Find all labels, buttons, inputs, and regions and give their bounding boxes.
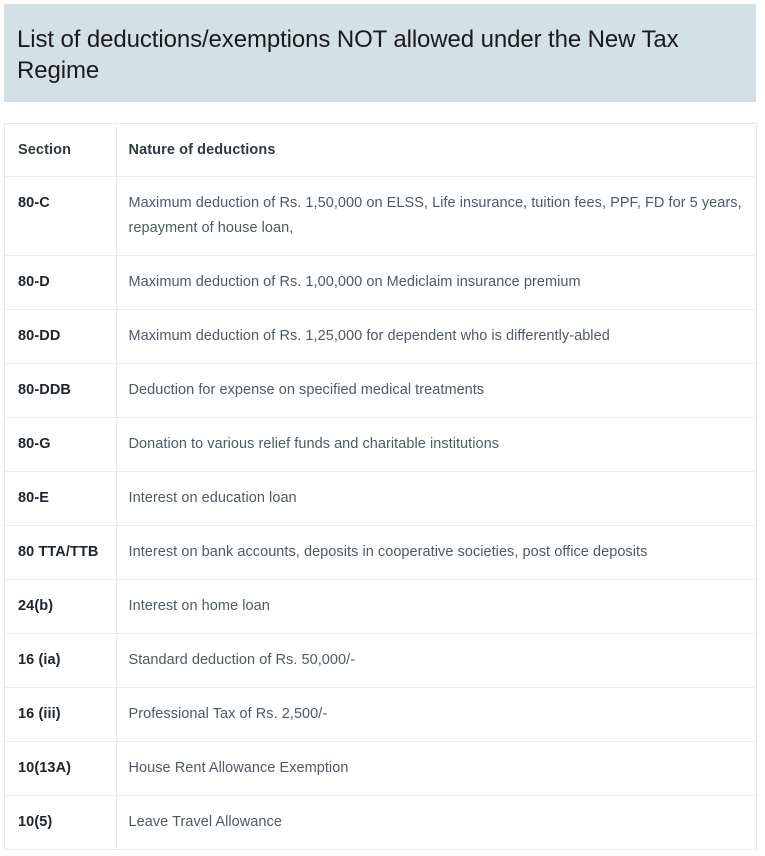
cell-nature: Standard deduction of Rs. 50,000/- bbox=[116, 634, 756, 688]
column-header-nature: Nature of deductions bbox=[116, 124, 756, 177]
table-row bbox=[5, 472, 756, 526]
cell-section: 16 (ia) bbox=[5, 634, 116, 688]
cell-section: 80-DDB bbox=[5, 364, 116, 418]
table-row bbox=[5, 688, 756, 742]
table-row bbox=[5, 742, 756, 796]
table-row bbox=[5, 364, 756, 418]
cell-nature: Interest on bank accounts, deposits in cooperative societies, post office deposits bbox=[116, 526, 756, 580]
cell-section: 16 (iii) bbox=[5, 688, 116, 742]
deductions-table-container bbox=[4, 123, 757, 850]
cell-nature: Interest on home loan bbox=[116, 580, 756, 634]
cell-nature: Maximum deduction of Rs. 1,25,000 for dependent who is differently-abled bbox=[116, 310, 756, 364]
cell-section: 10(13A) bbox=[5, 742, 116, 796]
table-row bbox=[5, 310, 756, 364]
cell-section: 10(5) bbox=[5, 796, 116, 850]
cell-section: 24(b) bbox=[5, 580, 116, 634]
cell-section: 80-C bbox=[5, 177, 116, 256]
cell-section: 80-DD bbox=[5, 310, 116, 364]
cell-nature: House Rent Allowance Exemption bbox=[116, 742, 756, 796]
table-row bbox=[5, 580, 756, 634]
table-row bbox=[5, 526, 756, 580]
table-row bbox=[5, 634, 756, 688]
table-row bbox=[5, 177, 756, 256]
cell-nature: Deduction for expense on specified medical treatments bbox=[116, 364, 756, 418]
cell-nature: Professional Tax of Rs. 2,500/- bbox=[116, 688, 756, 742]
table-row bbox=[5, 256, 756, 310]
table-header bbox=[5, 124, 756, 177]
cell-nature: Maximum deduction of Rs. 1,50,000 on ELSS, Life insurance, tuition fees, PPF, FD for 5 years, repayment of house loan, bbox=[116, 177, 756, 256]
cell-nature: Leave Travel Allowance bbox=[116, 796, 756, 850]
table-body bbox=[5, 177, 756, 850]
cell-nature: Donation to various relief funds and charitable institutions bbox=[116, 418, 756, 472]
column-header-section: Section bbox=[5, 124, 116, 177]
table-row bbox=[5, 796, 756, 850]
page-title: List of deductions/exemptions NOT allowed under the New Tax Regime bbox=[17, 26, 679, 84]
title-banner bbox=[4, 4, 756, 102]
deductions-table bbox=[5, 124, 756, 850]
table-header-row bbox=[5, 124, 756, 177]
table-row bbox=[5, 418, 756, 472]
cell-nature: Maximum deduction of Rs. 1,00,000 on Mediclaim insurance premium bbox=[116, 256, 756, 310]
cell-section: 80-G bbox=[5, 418, 116, 472]
cell-nature: Interest on education loan bbox=[116, 472, 756, 526]
cell-section: 80-E bbox=[5, 472, 116, 526]
cell-section: 80-D bbox=[5, 256, 116, 310]
cell-section: 80 TTA/TTB bbox=[5, 526, 116, 580]
